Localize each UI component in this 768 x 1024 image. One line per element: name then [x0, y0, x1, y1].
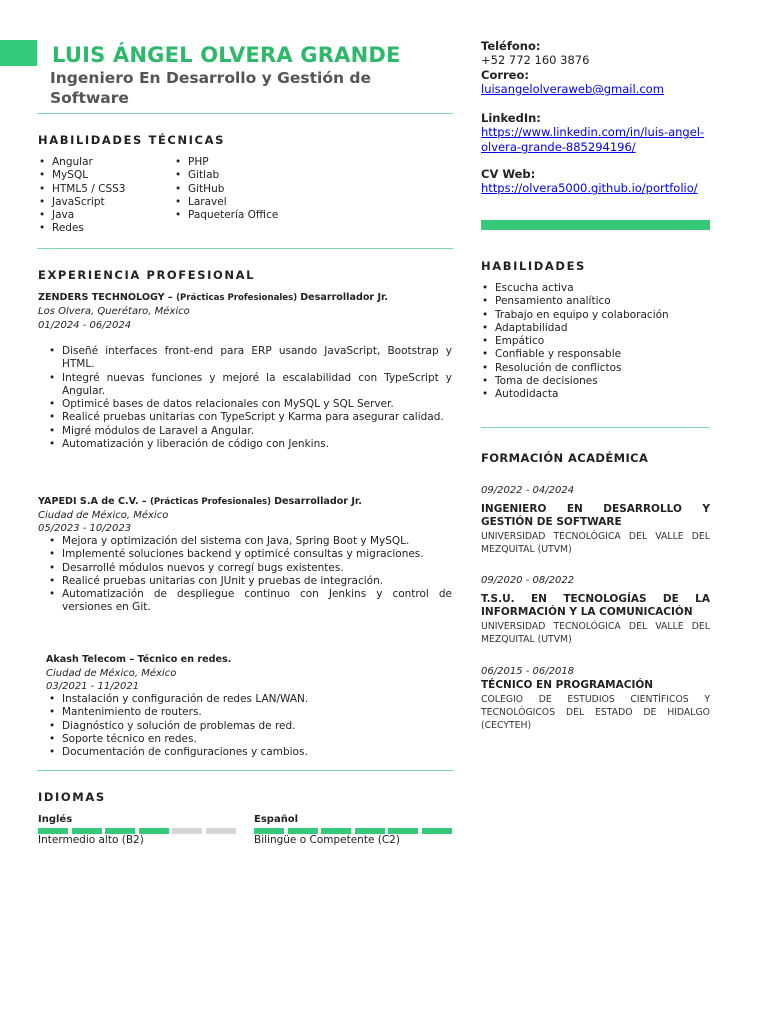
education-dates: 09/2020 - 08/2022: [481, 575, 575, 586]
list-item: • HTML5 / CSS3: [38, 183, 168, 196]
education-title: FORMACIÓN ACADÉMICA: [481, 451, 649, 465]
job-type: (Prácticas Profesionales): [149, 497, 275, 507]
cv-label: CV Web:: [481, 167, 536, 181]
phone-value: +52 772 160 3876: [481, 53, 590, 67]
education-school: UNIVERSIDAD TECNOLÓGICA DEL VALLE DEL MEZQUITAL (UTVM): [481, 621, 710, 645]
list-item: • Laravel: [174, 196, 324, 209]
list-item: • Confiable y responsable: [481, 348, 710, 361]
education-school: UNIVERSIDAD TECNOLÓGICA DEL VALLE DEL MEZQUITAL (UTVM): [481, 531, 710, 555]
list-item: • Automatización de despliegue continuo con Jenkins y control de versiones en Git.: [48, 588, 452, 615]
level-segment: [422, 828, 452, 834]
list-item: • Empático: [481, 335, 710, 348]
list-item: • Adaptabilidad: [481, 322, 710, 335]
job-bullets: [48, 693, 452, 759]
job-heading: [38, 292, 388, 303]
experience-title: EXPERIENCIA PROFESIONAL: [38, 268, 256, 282]
job-location: Ciudad de México, México: [46, 668, 177, 679]
list-item: • Paquetería Office: [174, 209, 324, 222]
soft-skills-title: HABILIDADES: [481, 259, 586, 273]
divider: [37, 770, 453, 771]
list-item: • Diagnóstico y solución de problemas de red.: [48, 720, 452, 733]
candidate-name: LUIS ÁNGEL OLVERA GRANDE: [52, 43, 401, 67]
divider: [37, 248, 453, 249]
divider: [37, 113, 453, 114]
language-name: Inglés: [38, 814, 73, 825]
job-company: ZENDERS TECHNOLOGY –: [38, 292, 177, 303]
job-dates: 05/2023 - 10/2023: [38, 523, 132, 534]
level-segment: [206, 828, 236, 834]
job-role: Desarrollador Jr.: [274, 496, 362, 507]
list-item: • Gitlab: [174, 169, 324, 182]
email-link[interactable]: luisangelolveraweb@gmail.com: [481, 82, 664, 96]
language-level: Intermedio alto (B2): [38, 834, 144, 846]
list-item: • PHP: [174, 156, 324, 169]
list-item: • Optimicé bases de datos relacionales con MySQL y SQL Server.: [48, 398, 452, 411]
list-item: • Realicé pruebas unitarias con TypeScript y Karma para asegurar calidad.: [48, 411, 452, 424]
list-item: • Automatización y liberación de código con Jenkins.: [48, 438, 452, 451]
education-dates: 06/2015 - 06/2018: [481, 666, 575, 677]
job-role: Desarrollador Jr.: [300, 292, 389, 303]
job-bullets: [48, 535, 452, 615]
job-company: YAPEDI S.A de C.V. –: [38, 496, 150, 507]
list-item: • GitHub: [174, 183, 324, 196]
list-item: • MySQL: [38, 169, 168, 182]
job-dates: 03/2021 - 11/2021: [46, 681, 140, 692]
job-heading: Akash Telecom – Técnico en redes.: [46, 654, 232, 665]
soft-skills-list: [481, 282, 710, 402]
list-item: • Diseñé interfaces front-end para ERP usando JavaScript, Bootstrap y HTML.: [48, 345, 452, 372]
job-bullets: [48, 345, 452, 451]
job-dates: 01/2024 - 06/2024: [38, 320, 132, 331]
education-degree: INGENIERO EN DESARROLLO Y GESTIÓN DE SOFTWARE: [481, 503, 710, 528]
divider: [481, 427, 710, 428]
job-location: Ciudad de México, México: [38, 510, 169, 521]
list-item: • Angular: [38, 156, 168, 169]
list-item: • Migré módulos de Laravel a Angular.: [48, 425, 452, 438]
tech-skills-col2: [174, 156, 324, 222]
languages-title: IDIOMAS: [38, 790, 106, 804]
education-school: COLEGIO DE ESTUDIOS CIENTÍFICOS Y TECNOLÓGICOS DEL ESTADO DE HIDALGO (CECYTEH): [481, 694, 710, 731]
list-item: • Implementé soluciones backend y optimicé consultas y migraciones.: [48, 548, 452, 561]
cv-link[interactable]: https://olvera5000.github.io/portfolio/: [481, 181, 698, 195]
email-label: Correo:: [481, 68, 529, 82]
list-item: • Toma de decisiones: [481, 375, 710, 388]
list-item: • Escucha activa: [481, 282, 710, 295]
list-item: • Integré nuevas funciones y mejoré la escalabilidad con TypeScript y Angular.: [48, 372, 452, 399]
language-level: Bilingüe o Competente (C2): [254, 834, 400, 846]
candidate-title: Ingeniero En Desarrollo y Gestión de Software: [50, 69, 372, 107]
education-degree: T.S.U. EN TECNOLOGÍAS DE LA INFORMACIÓN Y LA COMUNICACIÓN: [481, 593, 710, 618]
phone-label: Teléfono:: [481, 39, 541, 53]
list-item: • JavaScript: [38, 196, 168, 209]
education-degree: TÉCNICO EN PROGRAMACIÓN: [481, 679, 654, 691]
list-item: • Soporte técnico en redes.: [48, 733, 452, 746]
accent-block: [0, 40, 37, 66]
job-location: Los Olvera, Querétaro, México: [38, 306, 190, 317]
tech-skills-title: HABILIDADES TÉCNICAS: [38, 133, 225, 147]
education-dates: 09/2022 - 04/2024: [481, 485, 575, 496]
list-item: • Desarrollé módulos nuevos y corregí bugs existentes.: [48, 562, 452, 575]
list-item: • Instalación y configuración de redes LAN/WAN.: [48, 693, 452, 706]
job-type: (Prácticas Profesionales): [176, 293, 301, 303]
linkedin-label: LinkedIn:: [481, 111, 541, 125]
list-item: • Realicé pruebas unitarias con JUnit y pruebas de integración.: [48, 575, 452, 588]
job-heading: [38, 496, 362, 507]
language-name: Español: [254, 814, 299, 825]
list-item: • Redes: [38, 222, 168, 235]
linkedin-link[interactable]: https://www.linkedin.com/in/luis-angel-olvera-grande-885294196/: [481, 125, 705, 154]
level-segment: [172, 828, 202, 834]
tech-skills-col1: [38, 156, 168, 236]
list-item: • Pensamiento analítico: [481, 295, 710, 308]
list-item: • Autodidacta: [481, 388, 710, 401]
list-item: • Documentación de configuraciones y cambios.: [48, 746, 452, 759]
list-item: • Mejora y optimización del sistema con Java, Spring Boot y MySQL.: [48, 535, 452, 548]
list-item: • Java: [38, 209, 168, 222]
accent-bar: [481, 220, 710, 230]
list-item: • Mantenimiento de routers.: [48, 706, 452, 719]
list-item: • Resolución de conflictos: [481, 362, 710, 375]
list-item: • Trabajo en equipo y colaboración: [481, 309, 710, 322]
